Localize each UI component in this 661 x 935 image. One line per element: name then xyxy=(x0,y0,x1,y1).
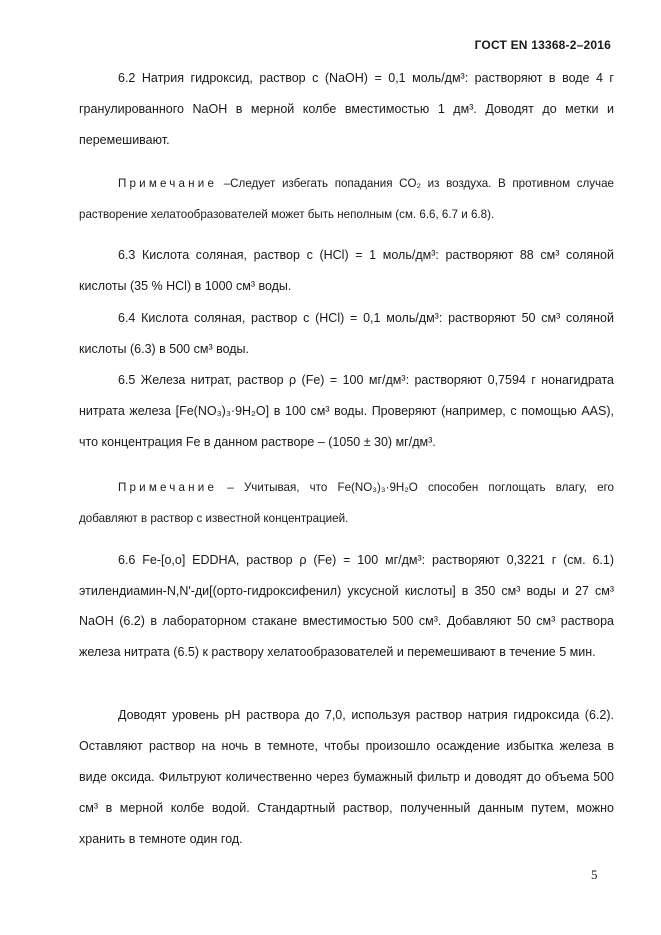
paragraph-ph-adjust: Доводят уровень pH раствора до 7,0, используя раствор натрия гидроксида (6.2). Оставляют раствор на ночь в темноте, чтобы произошло осаждение избытка железа в виде оксида. Фильтруют количественно через бумажный фильтр и доводят до объема 500 см³ в мерной колбе водой. Стандартный раствор, полученный данным путем, можно хранить в темноте один год. xyxy=(79,708,614,846)
paragraph-6-4: 6.4 Кислота соляная, раствор c (HCl) = 0,1 моль/дм³: растворяют 50 см³ соляной кислоты (6.3) в 500 см³ воды. xyxy=(79,311,614,356)
paragraph-6-2: 6.2 Натрия гидроксид, раствор c (NaOH) = 0,1 моль/дм³: растворяют в воде 4 г гранулированного NaOH в мерной колбе вместимостью 1 дм³. Доводят до метки и перемешивают. xyxy=(79,71,614,147)
note-label: Примечание xyxy=(118,177,218,190)
page-number: 5 xyxy=(591,867,598,882)
note-label: Примечание xyxy=(118,481,218,494)
paragraph-6-3: 6.3 Кислота соляная, раствор c (HCl) = 1 моль/дм³: растворяют 88 см³ соляной кислоты (35 % HCl) в 1000 см³ воды. xyxy=(79,248,614,293)
note-1 xyxy=(79,168,614,230)
paragraph-6-5: 6.5 Железа нитрат, раствор ρ (Fe) = 100 мг/дм³: растворяют 0,7594 г нонагидрата нитрата железа [Fe(NO₃)₃·9H₂O] в 100 см³ воды. Проверяют (например, с помощью AAS), что концентрация Fe в данном растворе – (1050 ± 30) мг/дм³. xyxy=(79,373,614,449)
note-1-text: –Следует избегать попадания CO₂ из воздуха. В противном случае растворение хелатообразователей может быть неполным (см. 6.6, 6.7 и 6.8). xyxy=(79,177,614,221)
paragraph-6-6: 6.6 Fe-[o,o] EDDHA, раствор ρ (Fe) = 100 мг/дм³: растворяют 0,3221 г (см. 6.1) этилендиамин-N,N′-ди[(орто-гидроксифенил) уксусной кислоты] в 350 см³ воды и 27 см³ NaOH (6.2) в лабораторном стакане вместимостью 500 см³. Добавляют 50 см³ раствора железа нитрата (6.5) к раствору хелатообразователей и перемешивают в течение 5 мин. xyxy=(79,553,614,659)
note-2-text: – Учитывая, что Fe(NO₃)₃·9H₂O способен поглощать влагу, его добавляют в раствор с известной концентрацией. xyxy=(79,481,614,525)
standard-header: ГОСТ EN 13368-2–2016 xyxy=(474,38,611,52)
note-2 xyxy=(79,472,614,534)
